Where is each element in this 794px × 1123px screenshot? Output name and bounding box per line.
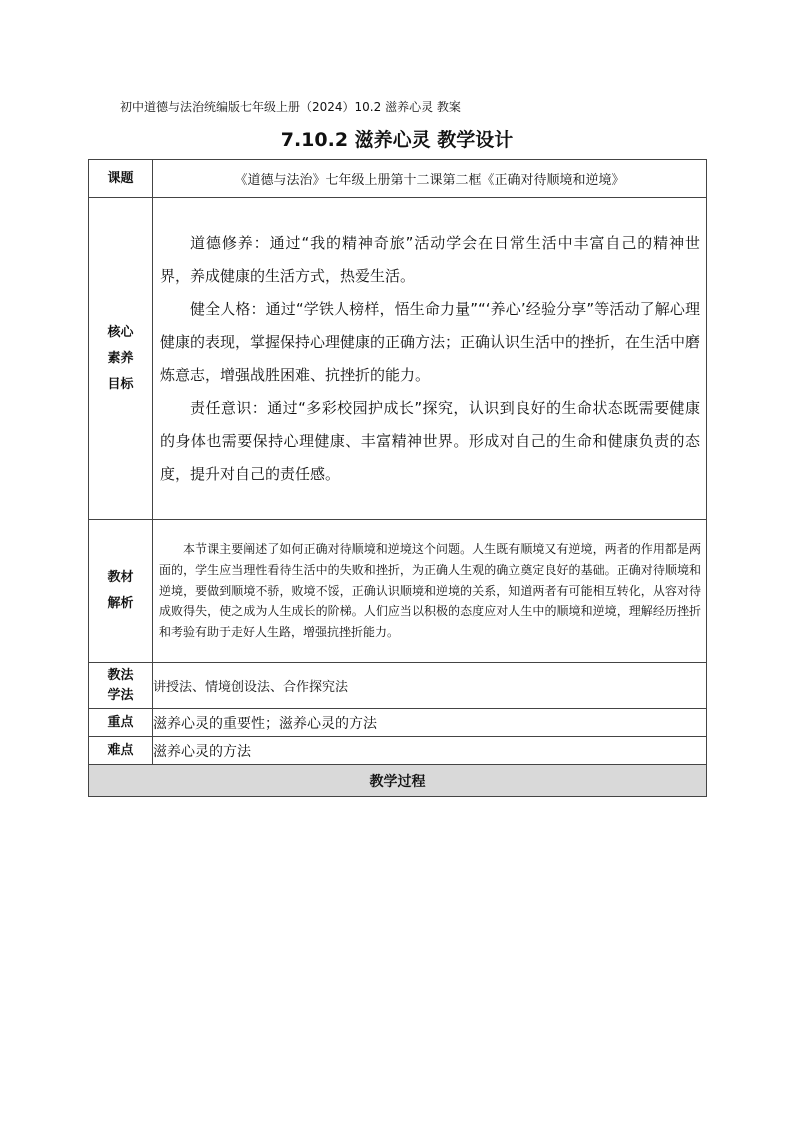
method-value: 讲授法、情境创设法、合作探究法 (153, 663, 707, 709)
table-row-analysis (89, 520, 707, 663)
analysis-label-text: 教材解析 (107, 570, 134, 611)
table-row-key-points (89, 709, 707, 737)
method-label (89, 663, 153, 709)
goals-label (89, 198, 153, 520)
table-row-process (89, 765, 707, 797)
table-row-difficulty (89, 737, 707, 765)
difficulty-label: 难点 (89, 737, 153, 765)
analysis-label (89, 520, 153, 663)
goal-responsibility: 责任意识：通过“多彩校园护成长”探究，认识到良好的生命状态既需要健康的身体也需要保持心理健康、丰富精神世界。形成对自己的生命和健康负责的态度，提升对自己的责任感。 (160, 398, 700, 483)
topic-value: 《道德与法治》七年级上册第十二课第二框《正确对待顺境和逆境》 (153, 160, 707, 198)
table-row-goals (89, 198, 707, 520)
method-label-text: 教法学法 (107, 667, 134, 703)
key-points-value: 滋养心灵的重要性；滋养心灵的方法 (153, 709, 707, 737)
analysis-text: 本节课主要阐述了如何正确对待顺境和逆境这个问题。人生既有顺境又有逆境，两者的作用都是两面的，学生应当理性看待生活中的失败和挫折，为正确人生观的确立奠定良好的基础。正确对待顺境和逆境，要做到顺境不骄，败境不馁，正确认识顺境和逆境的关系，知道两者有可能相互转化，从容对待成败得失，使之成为人生成长的阶梯。人们应当以积极的态度应对人生中的顺境和逆境，理解经历挫折和考验有助于走好人生路，增强抗挫折能力。 (159, 542, 701, 640)
goals-cell (153, 198, 707, 520)
lesson-plan-table (88, 159, 707, 797)
analysis-cell (153, 520, 707, 663)
table-row-method (89, 663, 707, 709)
goals-label-text: 核心素养目标 (107, 324, 134, 392)
document-header: 初中道德与法治统编版七年级上册（2024）10.2 滋养心灵 教案 (120, 100, 461, 114)
goal-moral: 道德修养：通过“我的精神奇旅”活动学会在日常生活中丰富自己的精神世界，养成健康的生活方式，热爱生活。 (160, 233, 700, 285)
goal-personality: 健全人格：通过“学铁人榜样，悟生命力量”“‘养心’经验分享”等活动了解心理健康的表现，掌握保持心理健康的正确方法；正确认识生活中的挫折，在生活中磨炼意志，增强战胜困难、抗挫折的能力。 (160, 299, 701, 384)
key-points-label: 重点 (89, 709, 153, 737)
topic-label: 课题 (89, 160, 153, 198)
document-title: 7.10.2 滋养心灵 教学设计 (280, 129, 514, 151)
process-heading: 教学过程 (89, 765, 707, 797)
difficulty-value: 滋养心灵的方法 (153, 737, 707, 765)
table-row-topic (89, 160, 707, 198)
